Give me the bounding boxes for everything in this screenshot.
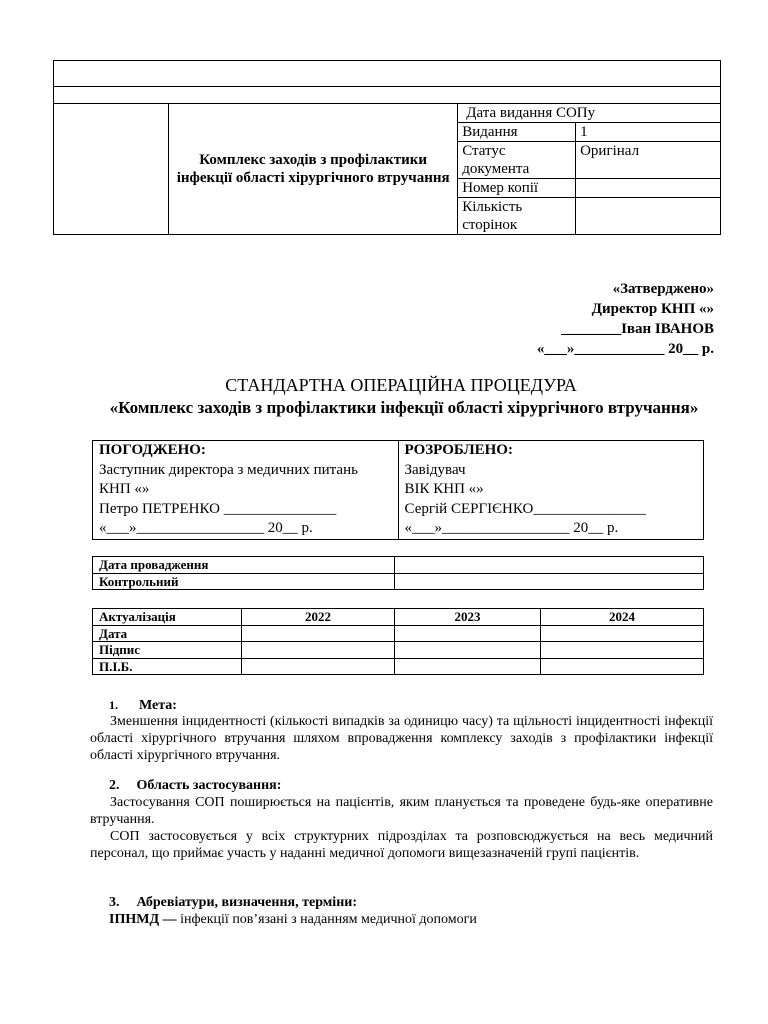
section-2-text-2: СОП застосовується у всіх структурних підрозділах та розповсюджується на весь медичний персонал, що приймає участь у наданні медичної допомоги вищезазначеній групі пацієнтів. (90, 829, 713, 861)
section-2-text-1: Застосування СОП поширюється на пацієнтів, яким планується та проведене будь-яке оперативне втручання. (90, 795, 713, 827)
update-row-name: П.І.Б. (93, 658, 242, 675)
approval-heading: «Затверджено» (612, 281, 714, 297)
status-label: Статус документа (458, 142, 576, 179)
section-2-heading (109, 777, 281, 794)
intro-date-value (395, 557, 704, 574)
status-value: Оригінал (576, 142, 721, 179)
developed-signature: Сергій СЕРГІЄНКО_______________ (404, 500, 646, 517)
year-2022: 2022 (242, 609, 395, 626)
update-head: Актуалізація (93, 609, 242, 626)
section-3-heading (109, 894, 357, 911)
page-count-value (576, 198, 721, 235)
developed-position: Завідувач (404, 461, 466, 478)
header-title: Комплекс заходів з профілактики інфекції області хірургічного втручання (169, 104, 458, 235)
header-blank-row (54, 61, 721, 87)
agreed-signature: Петро ПЕТРЕНКО _______________ (99, 500, 337, 517)
agreed-heading: ПОГОДЖЕНО: (99, 442, 206, 458)
document-title: СТАНДАРТНА ОПЕРАЦІЙНА ПРОЦЕДУРА (225, 375, 577, 395)
section-2-number: 2. (109, 778, 120, 793)
developed-department: ВІК КНП «» (404, 481, 484, 497)
copy-number-value (576, 179, 721, 198)
section-1-number: 1. (109, 698, 118, 712)
agreement-table (92, 440, 704, 540)
section-3-number: 3. (109, 895, 120, 910)
abbreviation-definition: інфекції пов’язані з наданням медичної допомоги (180, 912, 477, 927)
header-blank-row-2 (54, 87, 721, 104)
update-table (92, 608, 704, 675)
section-1-heading (109, 697, 177, 714)
agreed-date: «___»_________________ 20__ р. (99, 520, 313, 536)
edition-label: Видання (458, 123, 576, 142)
abbreviation-entry (109, 911, 477, 928)
section-1-text: Зменшення інцидентності (кількості випадків за одиницю часу) та щільності інцидентності інфекції області хірургічного втручання шляхом впровадження комплексу заходів з профілактики інфекції області хірургічного втручання. (90, 714, 713, 763)
update-row-signature: Підпис (93, 642, 242, 659)
edition-value: 1 (576, 123, 721, 142)
section-1-title: Мета: (139, 698, 177, 713)
page-count-label: Кількість сторінок (458, 198, 576, 235)
developed-cell (398, 441, 704, 540)
approval-date: «___»____________ 20__ р. (536, 341, 714, 357)
header-table (53, 60, 721, 235)
copy-number-label: Номер копії (458, 179, 576, 198)
update-row-date: Дата (93, 625, 242, 642)
introduction-table (92, 556, 704, 590)
approval-signature: ________Іван ІВАНОВ (561, 321, 714, 337)
approval-director: Директор КНП «» (591, 301, 714, 317)
logo-cell (54, 104, 169, 235)
section-3-title: Абревіатури, визначення, терміни: (136, 895, 357, 910)
intro-control-label: Контрольний (93, 573, 395, 590)
intro-control-value (395, 573, 704, 590)
approval-block (537, 279, 714, 359)
agreed-position: Заступник директора з медичних питань КНП «» (99, 461, 358, 497)
document-subtitle: «Комплекс заходів з профілактики інфекції області хірургічного втручання» (109, 398, 699, 417)
developed-date: «___»_________________ 20__ р. (404, 520, 619, 536)
developed-heading: РОЗРОБЛЕНО: (404, 442, 513, 458)
abbreviation-term: ІПНМД — (109, 912, 177, 927)
agreed-cell (93, 441, 399, 540)
year-2023: 2023 (395, 609, 541, 626)
issue-date-label: Дата видання СОПу (458, 104, 721, 123)
intro-date-label: Дата провадження (93, 557, 395, 574)
year-2024: 2024 (541, 609, 704, 626)
section-2-title: Область застосування: (136, 778, 282, 793)
